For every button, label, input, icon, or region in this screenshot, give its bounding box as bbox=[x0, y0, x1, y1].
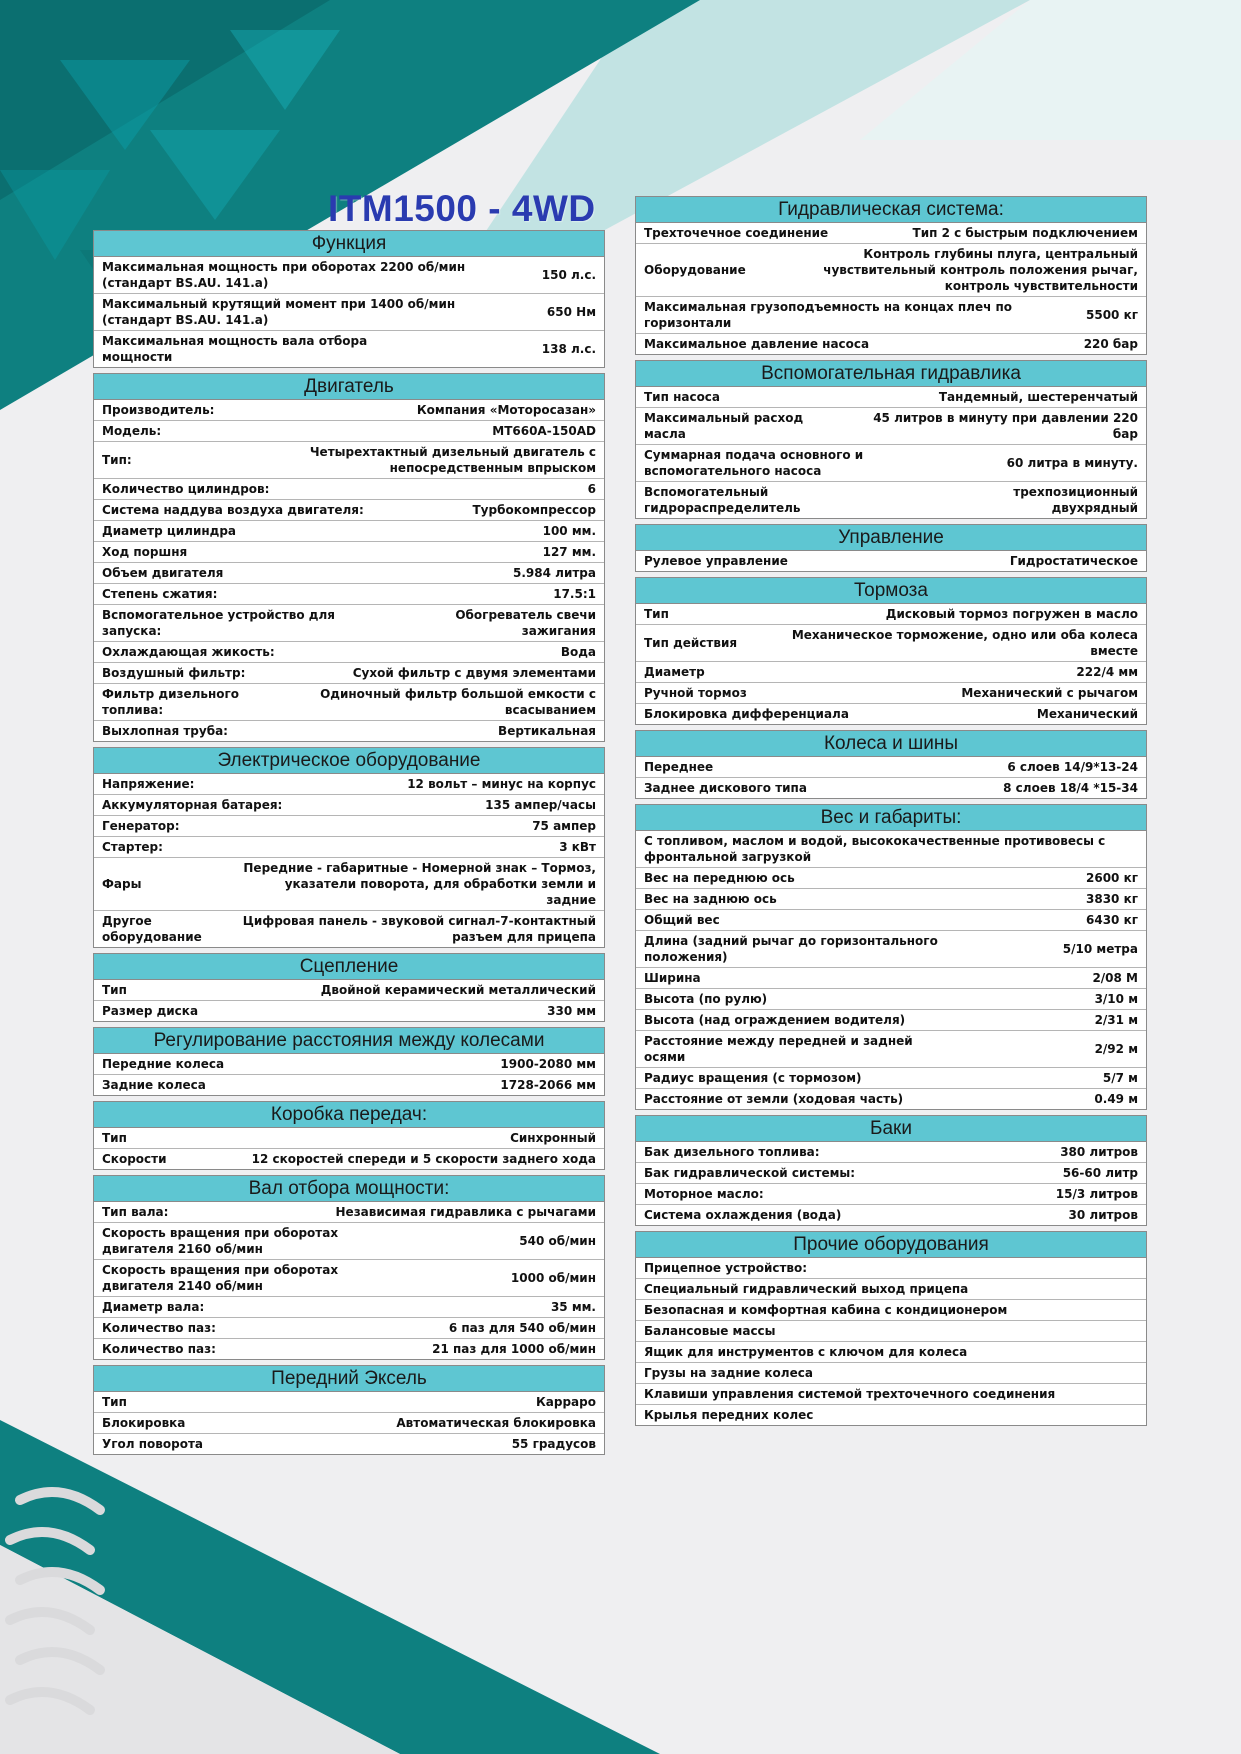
spec-value: трехпозиционный двухрядный bbox=[1013, 485, 1138, 515]
spec-label: Воздушный фильтр: bbox=[102, 666, 246, 680]
spec-label: Скорость вращения при оборотах двигателя 2140 об/мин bbox=[102, 1263, 339, 1293]
section-title: Прочие оборудования bbox=[636, 1232, 1146, 1258]
spec-value: 330 мм bbox=[547, 1004, 596, 1018]
spec-label: Переднее bbox=[644, 760, 714, 774]
spec-value: 21 паз для 1000 об/мин bbox=[432, 1342, 596, 1356]
spec-label: Тип bbox=[102, 1131, 127, 1145]
spec-value: Цифровая панель - звуковой сигнал-7-контактный разъем для прицепа bbox=[242, 914, 596, 944]
spec-label: Максимальная грузоподъемность на концах плеч по горизонтали bbox=[644, 300, 1013, 330]
section-title: Баки bbox=[636, 1116, 1146, 1142]
spec-row bbox=[636, 1320, 1146, 1341]
spec-section bbox=[635, 1115, 1147, 1226]
spec-value: 75 ампер bbox=[532, 819, 596, 833]
spec-row bbox=[94, 583, 604, 604]
spec-row bbox=[636, 1299, 1146, 1320]
spec-label: Безопасная и комфортная кабина с кондиционером bbox=[644, 1303, 1008, 1317]
spec-row bbox=[636, 296, 1146, 333]
spec-row bbox=[636, 777, 1146, 798]
spec-label: Модель: bbox=[102, 424, 162, 438]
spec-label: Система охлаждения (вода) bbox=[644, 1208, 842, 1222]
spec-row bbox=[94, 720, 604, 741]
spec-row bbox=[94, 1202, 604, 1222]
spec-label: Расстояние от земли (ходовая часть) bbox=[644, 1092, 904, 1106]
spec-label: Максимальное давление насоса bbox=[644, 337, 870, 351]
spec-label: Количество паз: bbox=[102, 1342, 216, 1356]
section-title: Двигатель bbox=[94, 374, 604, 400]
spec-row bbox=[636, 481, 1146, 518]
spec-row bbox=[94, 1296, 604, 1317]
spec-label: Максимальная мощность вала отбора мощности bbox=[102, 334, 368, 364]
spec-row bbox=[636, 1067, 1146, 1088]
spec-value: 55 градусов bbox=[511, 1437, 596, 1451]
spec-value: 5500 кг bbox=[1086, 308, 1138, 322]
spec-value: Вертикальная bbox=[498, 724, 596, 738]
spec-row bbox=[94, 641, 604, 662]
spec-label: Тип bbox=[644, 607, 669, 621]
spec-row bbox=[94, 1259, 604, 1296]
section-title: Управление bbox=[636, 525, 1146, 551]
spec-label: Вспомогательный гидрораспределитель bbox=[644, 485, 801, 515]
spec-value: Независимая гидравлика с рычагами bbox=[335, 1205, 596, 1219]
spec-value: 30 литров bbox=[1068, 1208, 1138, 1222]
spec-label: Максимальный расход масла bbox=[644, 411, 804, 441]
spec-value: 8 слоев 18/4 *15-34 bbox=[1003, 781, 1138, 795]
spec-row bbox=[94, 662, 604, 683]
spec-row bbox=[636, 243, 1146, 296]
spec-value: 5/10 метра bbox=[1062, 942, 1138, 956]
spec-row bbox=[636, 831, 1146, 867]
spec-label: Бак дизельного топлива: bbox=[644, 1145, 820, 1159]
spec-row bbox=[636, 1362, 1146, 1383]
spec-label: Ручной тормоз bbox=[644, 686, 747, 700]
spec-row bbox=[636, 1142, 1146, 1162]
spec-value: 1000 об/мин bbox=[510, 1271, 596, 1285]
section-title: Вал отбора мощности: bbox=[94, 1176, 604, 1202]
spec-value: Сухой фильтр с двумя элементами bbox=[352, 666, 596, 680]
section-title: Коробка передач: bbox=[94, 1102, 604, 1128]
spec-section bbox=[93, 373, 605, 742]
section-title: Функция bbox=[94, 231, 604, 257]
spec-value: 1728-2066 мм bbox=[500, 1078, 596, 1092]
spec-row bbox=[94, 774, 604, 794]
spec-value: 6 паз для 540 об/мин bbox=[448, 1321, 596, 1335]
spec-row bbox=[94, 420, 604, 441]
spec-label: Передние колеса bbox=[102, 1057, 225, 1071]
spec-row bbox=[636, 967, 1146, 988]
spec-row bbox=[94, 683, 604, 720]
spec-row bbox=[94, 257, 604, 293]
spec-label: Стартер: bbox=[102, 840, 163, 854]
spec-label: Вес на заднюю ось bbox=[644, 892, 777, 906]
left-column bbox=[93, 230, 605, 1460]
spec-value: 0.49 м bbox=[1094, 1092, 1138, 1106]
spec-value: 60 литра в минуту. bbox=[1006, 456, 1138, 470]
spec-label: Трехточечное соединение bbox=[644, 226, 829, 240]
spec-row bbox=[636, 1278, 1146, 1299]
spec-label: Выхлопная труба: bbox=[102, 724, 228, 738]
section-title: Вспомогательная гидравлика bbox=[636, 361, 1146, 387]
spec-label: Другое оборудование bbox=[102, 914, 202, 944]
spec-label: Ширина bbox=[644, 971, 701, 985]
spec-row bbox=[636, 223, 1146, 243]
spec-value: 5.984 литра bbox=[513, 566, 596, 580]
spec-label: Бак гидравлической системы: bbox=[644, 1166, 856, 1180]
spec-label: Охлаждающая жикость: bbox=[102, 645, 275, 659]
spec-row bbox=[636, 930, 1146, 967]
spec-value: Механическое торможение, одно или оба колеса вместе bbox=[791, 628, 1138, 658]
spec-label: Тип bbox=[102, 1395, 127, 1409]
spec-value: Механический bbox=[1036, 707, 1138, 721]
spec-label: Прицепное устройство: bbox=[644, 1261, 808, 1275]
spec-row bbox=[636, 1088, 1146, 1109]
spec-label: Блокировка дифференциала bbox=[644, 707, 849, 721]
spec-section bbox=[635, 1231, 1147, 1426]
spec-value: Передние - габаритные - Номерной знак – Тормоз, указатели поворота, для обработки земли и задние bbox=[243, 861, 596, 907]
section-title: Гидравлическая система: bbox=[636, 197, 1146, 223]
spec-row bbox=[636, 551, 1146, 571]
spec-section bbox=[635, 360, 1147, 519]
spec-label: Радиус вращения (с тормозом) bbox=[644, 1071, 862, 1085]
spec-row bbox=[94, 562, 604, 583]
spec-row bbox=[94, 1338, 604, 1359]
spec-label: Рулевое управление bbox=[644, 554, 788, 568]
spec-label: Расстояние между передней и задней осями bbox=[644, 1034, 913, 1064]
spec-row bbox=[94, 1074, 604, 1095]
spec-value: 220 бар bbox=[1083, 337, 1138, 351]
spec-row bbox=[636, 604, 1146, 624]
spec-row bbox=[94, 541, 604, 562]
spec-section bbox=[93, 1365, 605, 1455]
spec-value: MT660A-150AD bbox=[492, 424, 596, 438]
spec-row bbox=[636, 661, 1146, 682]
page-title: ITM1500 - 4WD bbox=[328, 188, 596, 229]
spec-value: 127 мм. bbox=[542, 545, 596, 559]
spec-row bbox=[636, 1204, 1146, 1225]
spec-row bbox=[636, 1030, 1146, 1067]
spec-label: Количество паз: bbox=[102, 1321, 216, 1335]
spec-label: Степень сжатия: bbox=[102, 587, 218, 601]
spec-label: Размер диска bbox=[102, 1004, 199, 1018]
spec-row bbox=[94, 499, 604, 520]
spec-value: Компания «Моторосазан» bbox=[416, 403, 596, 417]
spec-value: 17.5:1 bbox=[553, 587, 596, 601]
spec-value: 2/08 М bbox=[1092, 971, 1138, 985]
spec-value: 138 л.с. bbox=[541, 342, 596, 356]
spec-label: Ход поршня bbox=[102, 545, 188, 559]
spec-row bbox=[636, 407, 1146, 444]
spec-row bbox=[636, 757, 1146, 777]
spec-label: Тип действия bbox=[644, 636, 738, 650]
spec-value: 2/92 м bbox=[1094, 1042, 1138, 1056]
spec-label: Тип насоса bbox=[644, 390, 721, 404]
spec-row bbox=[636, 1258, 1146, 1278]
spec-value: Дисковый тормоз погружен в масло bbox=[885, 607, 1138, 621]
spec-row bbox=[94, 604, 604, 641]
spec-label: Аккумуляторная батарея: bbox=[102, 798, 283, 812]
section-title: Передний Эксель bbox=[94, 1366, 604, 1392]
spec-label: Балансовые массы bbox=[644, 1324, 776, 1338]
spec-row bbox=[636, 444, 1146, 481]
spec-label: Тип вала: bbox=[102, 1205, 169, 1219]
spec-value: 3830 кг bbox=[1086, 892, 1138, 906]
spec-row bbox=[636, 888, 1146, 909]
spec-value: 380 литров bbox=[1060, 1145, 1138, 1159]
spec-section bbox=[93, 230, 605, 368]
spec-row bbox=[636, 1341, 1146, 1362]
spec-label: С топливом, маслом и водой, высококачественные противовесы с фронтальной загрузкой bbox=[644, 834, 1106, 864]
section-title: Колеса и шины bbox=[636, 731, 1146, 757]
spec-value: 2/31 м bbox=[1094, 1013, 1138, 1027]
spec-section bbox=[93, 747, 605, 948]
spec-label: Тип: bbox=[102, 453, 132, 467]
spec-row bbox=[94, 400, 604, 420]
spec-label: Производитель: bbox=[102, 403, 215, 417]
spec-row bbox=[94, 815, 604, 836]
spec-section bbox=[635, 730, 1147, 799]
spec-row bbox=[94, 330, 604, 367]
spec-section bbox=[635, 804, 1147, 1110]
spec-label: Длина (задний рычаг до горизонтального положения) bbox=[644, 934, 938, 964]
spec-value: 6430 кг bbox=[1086, 913, 1138, 927]
spec-row bbox=[636, 703, 1146, 724]
spec-value: 222/4 мм bbox=[1076, 665, 1138, 679]
spec-value: Карраро bbox=[535, 1395, 596, 1409]
spec-section bbox=[635, 577, 1147, 725]
spec-label: Скорости bbox=[102, 1152, 167, 1166]
spec-row bbox=[94, 1222, 604, 1259]
spec-label: Заднее дискового типа bbox=[644, 781, 807, 795]
spec-row bbox=[94, 980, 604, 1000]
spec-label: Блокировка bbox=[102, 1416, 186, 1430]
spec-label: Высота (над ограждением водителя) bbox=[644, 1013, 906, 1027]
spec-value: 6 слоев 14/9*13-24 bbox=[1007, 760, 1138, 774]
spec-label: Общий вес bbox=[644, 913, 720, 927]
spec-row bbox=[636, 682, 1146, 703]
spec-value: Синхронный bbox=[510, 1131, 596, 1145]
spec-value: 3 кВт bbox=[559, 840, 596, 854]
spec-label: Вес на переднюю ось bbox=[644, 871, 795, 885]
spec-label: Суммарная подача основного и вспомогательного насоса bbox=[644, 448, 864, 478]
spec-label: Диаметр вала: bbox=[102, 1300, 205, 1314]
spec-row bbox=[94, 441, 604, 478]
spec-value: Одиночный фильтр большой емкости с всасыванием bbox=[320, 687, 596, 717]
spec-section bbox=[93, 1027, 605, 1096]
right-column bbox=[635, 196, 1147, 1431]
spec-row bbox=[636, 867, 1146, 888]
spec-value: 3/10 м bbox=[1094, 992, 1138, 1006]
spec-label: Угол поворота bbox=[102, 1437, 203, 1451]
spec-row bbox=[94, 1392, 604, 1412]
spec-label: Объем двигателя bbox=[102, 566, 224, 580]
spec-section bbox=[93, 1101, 605, 1170]
spec-row bbox=[636, 333, 1146, 354]
spec-row bbox=[94, 1128, 604, 1148]
spec-row bbox=[94, 1054, 604, 1074]
spec-value: 2600 кг bbox=[1086, 871, 1138, 885]
spec-row bbox=[94, 520, 604, 541]
spec-value: Механический с рычагом bbox=[961, 686, 1138, 700]
spec-value: 6 bbox=[587, 482, 596, 496]
spec-value: 135 ампер/часы bbox=[485, 798, 596, 812]
spec-label: Генератор: bbox=[102, 819, 180, 833]
spec-label: Фары bbox=[102, 877, 142, 891]
spec-value: 540 об/мин bbox=[519, 1234, 596, 1248]
spec-label: Диаметр цилиндра bbox=[102, 524, 237, 538]
spec-row bbox=[636, 387, 1146, 407]
spec-label: Грузы на задние колеса bbox=[644, 1366, 813, 1380]
spec-value: 56-60 литр bbox=[1062, 1166, 1138, 1180]
spec-label: Скорость вращения при оборотах двигателя 2160 об/мин bbox=[102, 1226, 339, 1256]
spec-value: Четырехтактный дизельный двигатель с непосредственным впрыском bbox=[309, 445, 596, 475]
spec-value: 15/3 литров bbox=[1055, 1187, 1138, 1201]
section-title: Вес и габариты: bbox=[636, 805, 1146, 831]
spec-label: Крылья передних колес bbox=[644, 1408, 814, 1422]
spec-row bbox=[94, 857, 604, 910]
spec-row bbox=[94, 1148, 604, 1169]
spec-section bbox=[635, 196, 1147, 355]
spec-label: Тип bbox=[102, 983, 127, 997]
spec-row bbox=[636, 1183, 1146, 1204]
section-title: Электрическое оборудование bbox=[94, 748, 604, 774]
spec-row bbox=[94, 836, 604, 857]
spec-row bbox=[94, 293, 604, 330]
spec-value: Тандемный, шестеренчатый bbox=[938, 390, 1138, 404]
spec-row bbox=[636, 624, 1146, 661]
spec-value: 100 мм. bbox=[542, 524, 596, 538]
spec-row bbox=[94, 1433, 604, 1454]
spec-label: Максимальная мощность при оборотах 2200 об/мин (стандарт BS.AU. 141.a) bbox=[102, 260, 466, 290]
spec-label: Количество цилиндров: bbox=[102, 482, 270, 496]
spec-row bbox=[94, 794, 604, 815]
spec-section bbox=[635, 524, 1147, 572]
spec-value: Тип 2 с быстрым подключением bbox=[912, 226, 1138, 240]
spec-row bbox=[636, 909, 1146, 930]
spec-label: Высота (по рулю) bbox=[644, 992, 768, 1006]
spec-value: 45 литров в минуту при давлении 220 бар bbox=[873, 411, 1138, 441]
spec-value: Контроль глубины плуга, центральный чувствительный контроль положения рычаг, контроль чувствительности bbox=[823, 247, 1138, 293]
section-title: Регулирование расстояния между колесами bbox=[94, 1028, 604, 1054]
spec-value: Турбокомпрессор bbox=[472, 503, 596, 517]
spec-value: 650 Нм bbox=[546, 305, 596, 319]
spec-label: Моторное масло: bbox=[644, 1187, 764, 1201]
spec-value: Вода bbox=[560, 645, 596, 659]
spec-label: Напряжение: bbox=[102, 777, 195, 791]
spec-section bbox=[93, 953, 605, 1022]
spec-label: Оборудование bbox=[644, 263, 746, 277]
spec-value: 35 мм. bbox=[550, 1300, 596, 1314]
spec-value: Обогреватель свечи зажигания bbox=[455, 608, 596, 638]
spec-row bbox=[636, 1009, 1146, 1030]
spec-value: 150 л.с. bbox=[541, 268, 596, 282]
spec-label: Ящик для инструментов с ключом для колеса bbox=[644, 1345, 968, 1359]
spec-row bbox=[94, 910, 604, 947]
spec-label: Вспомогательное устройство для запуска: bbox=[102, 608, 335, 638]
spec-value: Автоматическая блокировка bbox=[396, 1416, 596, 1430]
spec-value: Гидростатическое bbox=[1009, 554, 1138, 568]
spec-value: Двойной керамический металлический bbox=[320, 983, 596, 997]
spec-row bbox=[94, 1317, 604, 1338]
spec-label: Клавиши управления системой трехточечного соединения bbox=[644, 1387, 1056, 1401]
spec-row bbox=[94, 1412, 604, 1433]
spec-label: Система наддува воздуха двигателя: bbox=[102, 503, 364, 517]
spec-value: 12 скоростей спереди и 5 скорости заднего хода bbox=[251, 1152, 596, 1166]
spec-value: 12 вольт – минус на корпус bbox=[407, 777, 596, 791]
spec-row bbox=[94, 478, 604, 499]
spec-row bbox=[636, 1383, 1146, 1404]
spec-row bbox=[636, 988, 1146, 1009]
spec-label: Диаметр bbox=[644, 665, 705, 679]
spec-label: Задние колеса bbox=[102, 1078, 206, 1092]
spec-label: Специальный гидравлический выход прицепа bbox=[644, 1282, 969, 1296]
spec-row bbox=[94, 1000, 604, 1021]
spec-label: Фильтр дизельного топлива: bbox=[102, 687, 240, 717]
section-title: Тормоза bbox=[636, 578, 1146, 604]
spec-section bbox=[93, 1175, 605, 1360]
spec-value: 5/7 м bbox=[1102, 1071, 1138, 1085]
spec-row bbox=[636, 1404, 1146, 1425]
spec-value: 1900-2080 мм bbox=[500, 1057, 596, 1071]
spec-row bbox=[636, 1162, 1146, 1183]
spec-label: Максимальный крутящий момент при 1400 об/мин (стандарт BS.AU. 141.a) bbox=[102, 297, 456, 327]
section-title: Сцепление bbox=[94, 954, 604, 980]
